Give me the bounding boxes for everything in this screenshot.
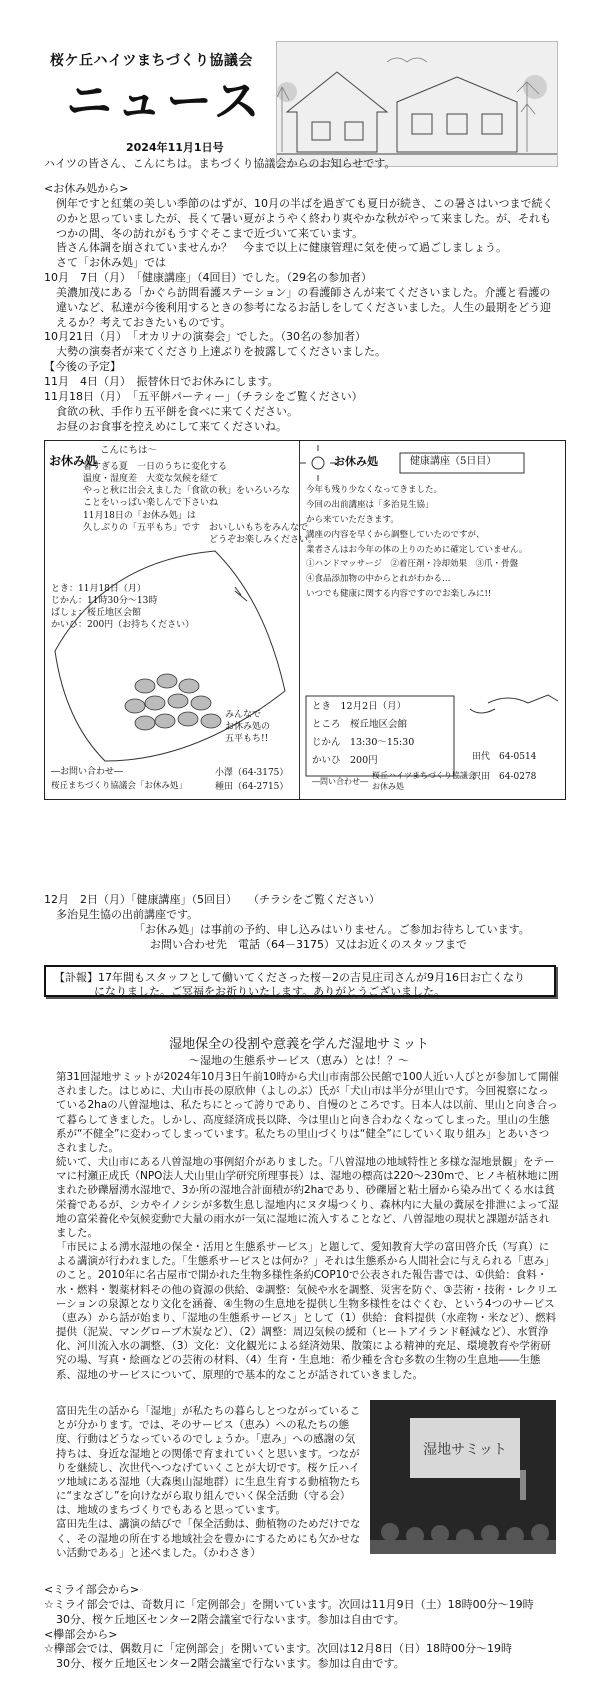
info-line: お問い合わせ先 電話（64－3175）又はお近くのスタッフまで (150, 937, 467, 951)
event-detail: 美濃加茂にある「かぐら訪問看護ステーション」の看護師さんが来てくださいました。介護と看護の違いなど、私達が今後利用するときの参考になるお話しをしてくださいました。人生の最期をどう迎えるか？考えておきたいものです。 (56, 285, 551, 329)
section-heading: <欅部会から> (44, 1627, 118, 1641)
flyer-contact-1: 田代 64-0514 (472, 752, 537, 762)
flyer-contact-label: ―お問い合わせ― (51, 767, 124, 777)
bukai-line: 30分、桜ケ丘地区センター2階会議室で行ないます。参加は自由です。 (56, 1612, 405, 1626)
info-line: 多治見生協の出前講座です。 (56, 907, 199, 921)
bukai-line: ☆欅部会では、偶数月に「定例部会」を開いています。次回は12月8日（日）18時00分～19時 (44, 1642, 512, 1656)
flyer-time: じかん 13:30〜15:30 (312, 737, 415, 748)
article-body (44, 1070, 559, 1382)
plan-heading: 【今後の予定】 (44, 360, 121, 374)
flyer-panel (44, 440, 566, 800)
issue-date: 2024年11月1日号 (126, 141, 224, 154)
flyer-when: とき 12月2日（月） (312, 701, 407, 712)
flyer-tag: お休み処 (49, 454, 98, 468)
flyer-body: 暑すぎる夏 一日のうちに変化する 温度・湿度差 大変な気候を経て やっと秋に出会えました「食欲の秋」をいろいろな ことをいっぱい楽しんで下さいね 11月18日の「お休み処」は 久しぶりの「五平もち」です おいしいもちをみんなで どうぞお楽しみください。 (83, 462, 318, 545)
article-title: 湿地保全の役割や意義を学んだ湿地サミット (169, 1037, 429, 1052)
section-heading: <ミライ部会から> (44, 1583, 140, 1596)
flyer-fee: かいひ 200円 (312, 755, 378, 766)
obituary-notice (44, 965, 556, 997)
article-paragraph: 続いて、犬山市にある八曽湿地の事例紹介がありました。「八曽湿地の地域特性と多様な湿地景観」をテーマに村瀬正成氏（NPO法人犬山里山学研究所理事長）は、湿地の標高は220～230mで、ヒノキ植林地に囲まれた砂礫層湧水湿地で、3か所の湿地合計面積が約2haであり、砂礫層と粘土層から染み出てくる水は貧栄養であるが、シカやイノシシが多数生息し湿地内にヌタ場つくり、森林内に大量の糞尿を排泄によって湿地の富栄養化や気候変動で大量の雨水が一気に湿地に流入することなど、八曽湿地の現状と課題が話されました。 (56, 1156, 559, 1239)
photo-screen-text: 湿地サミット (423, 1442, 507, 1458)
flyer-contact-label: ―問い合わせ― (312, 777, 368, 786)
paragraph: さて「お休み処」では (56, 256, 166, 270)
yasumidokoro-section (44, 182, 559, 434)
info-line: 12月 2日（月）「健康講座」（5回目） （チラシをご覧ください） (44, 893, 380, 906)
organization-name: 桜ケ丘ハイツまちづくり協議会 (50, 53, 253, 69)
bukai-section (44, 1583, 559, 1672)
flyer-contact-2: 種田（64-2715） (215, 782, 289, 792)
header-illustration (276, 41, 558, 167)
flyer-body: 今年も残り少なくなってきました。 今回の出前講座は「多治見生協」 から来ていただきます。 講座の内容を早くから調整していたのですが、 業者さんはお今年の体の上りのために確定していません。 ①ハンドマッサージ ②着圧剤・冷却効果 ③爪・骨盤 ④食品添加物の中からとれがわかる… いつでも健康に関する内容ですのでお楽しみに!! (306, 485, 528, 600)
flyer-contact-2: 沢田 64-0278 (472, 772, 537, 782)
notice-line: になりました。ご冥福をお祈りいたします。ありがとうございました。 (94, 985, 446, 999)
flyer-where: ところ 桜丘地区会館 (312, 719, 408, 730)
plan-line: 11月18日（月） 「五平餅パーティー」（チラシをご覧ください） (44, 389, 363, 403)
flyer-tag: お休み処 (334, 455, 378, 468)
flyer-bubble: みんなで お休み処の 五平もち!! (225, 710, 271, 745)
article-body-2 (44, 1404, 362, 1560)
event-line: 10月 7日（月） 「健康講座」（4回目）でした。（29名の参加者） (44, 271, 372, 285)
article-paragraph: 「市民による湧水湿地の保全・活用と生態系サービス」と題して、愛知教育大学の富田啓介氏（写真）による講演が行われました。「生態系サービスとは何か？」それは生態系から人間社会に与えられる「恵み」のこと。2010年に名古屋市で開かれた生物多様性条約COP10で公表された報告書では、①供給：食料・水・燃料・製薬材料その他の資源の供給、②調整：気候や水を調整、災害を防ぐ、③芸術・技術・レクリエーションの泉源となり文化を涵養、④生物の生息地を提供し生物多様性をはぐくむ、という4つのサービス（恵み）から話が始まり、「湿地の生態系サービス」として（1）供給：食料提供（水産物・米など）、燃料提供（泥炭、マングローブ木炭など）、（2）調整：周辺気候の緩和（ヒートアイランド軽減など）、水質浄化、河川流入水の調整、（3）文化：文化観光による経済効果、散策による精神的充足、環境教育や学術研究の場、写真・絵画などの芸術の材料、（4）生育・生息地：希少種を含む多数の生物の生息地――生態系、湿地のサービスについて、原理的で基本的なことが話されていきました。 (56, 1241, 558, 1381)
house-sketch (277, 42, 557, 166)
lecture-hall-photo (370, 1400, 556, 1554)
section-heading: <お休み処から> (44, 182, 129, 195)
paragraph: 例年ですと紅葉の美しい季節のはずが、10月の半ばを過ぎても夏日が続き、この暑さはいつまで続くのかと思っていましたが、長くて暑い夏がようやく終わり爽やかな秋がやって来ました。が、それもつかの間、冬の訪れがもうすぐそこまで近づいて来ています。 (56, 196, 554, 240)
newsletter-title: ニュース (66, 74, 264, 128)
paragraph: 皆さん体調を崩されていませんか？ 今まで以上に健康管理に気を使って過ごしましょう。 (56, 241, 507, 255)
intro-text: ハイツの皆さん、こんにちは。まちづくり協議会からのお知らせです。 (44, 157, 396, 170)
december-info (44, 893, 559, 952)
summit-photo (370, 1400, 556, 1554)
flyer-contact-org: 桜丘ハイツまちづくり協議会 お休み処 (372, 771, 476, 791)
plan-detail: お昼のお食事を控えめにして来てくださいね。 (56, 419, 287, 433)
flyer-greeting: こんにちは〜 (100, 445, 158, 456)
article-paragraph: 富田先生は、講演の結びで「保全活動は、動植物のためだけでなく、その湿地の所在する地域社会を豊かにするためにも欠かせない活動である」と述べました。（かわさき） (56, 1518, 361, 1559)
article-paragraph: 富田先生の話から「湿地」が私たちの暮らしとつながっていることが分かります。では、そのサービス（恵み）への私たちの態度、行動はどうなっているのでしょうか。「恵み」への感謝の気持ちは、身近な湿地との関係で育まれていくと思います。つながりを継続し、次世代へつなげていくことが大切です。桜ケ丘ハイツ地域にある湿地（大森奥山湿地群）に生息生育する動植物たちに“まなざし”を向けながら取り組んでいく保全活動（守る会）は、地域のまちづくりでもあると思っています。 (56, 1405, 361, 1517)
article-paragraph: 第31回湿地サミットが2024年10月3日午前10時から犬山市南部公民館で100人近い人びとが参加して開催されました。はじめに、犬山市長の原欣伸（よしのぶ）氏が「犬山市は半分が里山です。今回視察になっている2haの八曽湿地は、私たちにとって誇りであり、自慢のところです。日本人は以前、里山と向き合って暮らしてきました。しかし、高度経済成長以降、今は里山と向き合わなくなってしまった。里山の生態系が“不健全”に変わってしまっています。私たちの里山づくりは“健全”にしていく取り組み」とあいさつされました。 (56, 1071, 559, 1154)
flyer-health-lecture (300, 441, 565, 799)
bukai-line: 30分、桜ケ丘地区センター2階会議室で行ないます。参加は自由です。 (56, 1657, 405, 1671)
plan-line: 11月 4日（月） 振替休日でお休みにします。 (44, 374, 279, 388)
bukai-line: ☆ミライ部会では、奇数月に「定例部会」を開いています。次回は11月9日（土）18時00分～19時 (44, 1597, 534, 1611)
plan-detail: 食欲の秋、手作り五平餅を食べに来てください。 (56, 404, 298, 418)
event-line: 10月21日（月） 「オカリナの演奏会」でした。（30名の参加者） (44, 330, 366, 344)
info-line: 「お休み処」は事前の予約、申し込みはいりません。ご参加お待ちしています。 (134, 922, 530, 936)
flyer-contact-org: 桜丘まちづくり協議会「お休み処」 (51, 781, 187, 791)
notice-line: 【訃報】17年間もスタッフとして働いてくださった桜－2の吉見庄司さんが9月16日お亡くなり (54, 971, 525, 984)
article-subtitle: ～湿地の生態系サービス（恵み）とは！？～ (189, 1054, 409, 1067)
flyer-title: 健康講座（5日目） (410, 456, 497, 467)
event-detail: 大勢の演奏者が来てくださり上達ぶりを披露してくださいました。 (56, 345, 386, 359)
flyer-contact-1: 小澤（64-3175） (215, 768, 289, 778)
flyer-details: とき：11月18日（月） じかん：11時30分〜13時 ばしょ：桜丘地区会館 かいひ：200円（お持ちください） (51, 584, 195, 631)
flyer-gohei-party (45, 441, 318, 799)
